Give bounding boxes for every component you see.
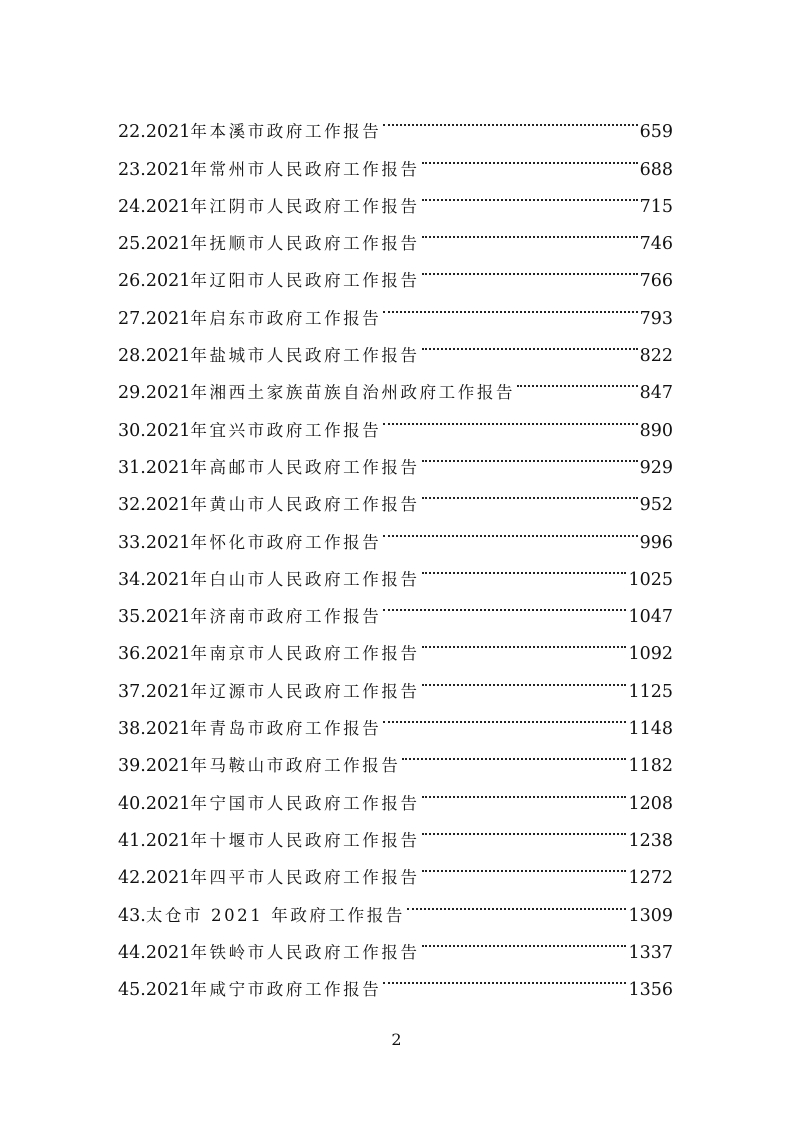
toc-entry-page: 1092 xyxy=(628,644,673,665)
toc-entry-page: 1356 xyxy=(628,980,673,1001)
toc-entry-title: 年常州市人民政府工作报告 xyxy=(190,159,420,179)
toc-entry-page: 746 xyxy=(639,234,673,255)
toc-entry-number: 44.2021 xyxy=(118,942,191,963)
toc-dot-leader xyxy=(517,361,638,398)
toc-entry-title: 年十堰市人民政府工作报告 xyxy=(190,830,420,850)
toc-entry-number: 22.2021 xyxy=(118,122,191,143)
toc-entry-page: 1025 xyxy=(628,569,673,590)
toc-entry-page: 766 xyxy=(639,271,673,292)
toc-dot-leader xyxy=(422,921,627,958)
toc-entry-number: 23.2021 xyxy=(118,159,191,180)
toc-dot-leader xyxy=(422,548,627,585)
toc-entry-title: 年南京市人民政府工作报告 xyxy=(190,644,420,664)
toc-dot-leader xyxy=(402,734,626,771)
toc-entry-page: 996 xyxy=(639,532,673,553)
toc-entry-title: 年江阴市人民政府工作报告 xyxy=(190,196,420,216)
toc-dot-leader xyxy=(383,697,626,734)
toc-dot-leader xyxy=(422,622,627,659)
toc-entry-page: 929 xyxy=(639,457,673,478)
toc-entry-page: 1047 xyxy=(628,607,673,628)
toc-entry-number: 27.2021 xyxy=(118,308,191,329)
toc-dot-leader xyxy=(383,286,637,323)
toc-dot-leader xyxy=(422,771,627,808)
toc-entry-number: 26.2021 xyxy=(118,271,191,292)
toc-dot-leader xyxy=(422,137,638,174)
toc-entry-number: 34.2021 xyxy=(118,569,191,590)
toc-entry-title: 年宜兴市政府工作报告 xyxy=(190,420,382,440)
toc-entry-number: 25.2021 xyxy=(118,234,191,255)
toc-entry[interactable] xyxy=(118,100,673,143)
toc-entry-title: 年四平市人民政府工作报告 xyxy=(190,868,420,888)
toc-entry-title: 年咸宁市政府工作报告 xyxy=(190,980,382,1000)
page-number: 2 xyxy=(391,1030,402,1049)
toc-entry-page: 659 xyxy=(639,122,673,143)
toc-dot-leader xyxy=(383,100,637,137)
toc-entry-title: 年马鞍山市政府工作报告 xyxy=(190,756,401,776)
toc-entry-title: 年济南市政府工作报告 xyxy=(190,607,382,627)
toc-dot-leader xyxy=(383,585,626,622)
toc-entry-title: 年辽源市人民政府工作报告 xyxy=(190,681,420,701)
table-of-contents xyxy=(118,100,673,1001)
toc-entry-title: 年宁国市人民政府工作报告 xyxy=(190,793,420,813)
toc-entry-page: 1148 xyxy=(628,719,673,740)
toc-entry-title: 年本溪市政府工作报告 xyxy=(190,122,382,142)
toc-dot-leader xyxy=(422,212,638,249)
toc-entry-title: 年辽阳市人民政府工作报告 xyxy=(190,271,420,291)
toc-entry-page: 952 xyxy=(639,495,673,516)
toc-entry-title: 年抚顺市人民政府工作报告 xyxy=(190,234,420,254)
toc-entry-title: 年白山市人民政府工作报告 xyxy=(190,569,420,589)
toc-entry-page: 1125 xyxy=(628,681,673,702)
toc-entry-title: 年高邮市人民政府工作报告 xyxy=(190,457,420,477)
toc-dot-leader xyxy=(422,249,638,286)
toc-entry-number: 32.2021 xyxy=(118,495,191,516)
toc-entry-title: 年铁岭市人民政府工作报告 xyxy=(190,942,420,962)
toc-entry-number: 33.2021 xyxy=(118,532,191,553)
toc-dot-leader xyxy=(422,175,638,212)
toc-entry-title: 年湘西土家族苗族自治州政府工作报告 xyxy=(190,383,516,403)
toc-entry-number: 31.2021 xyxy=(118,457,191,478)
toc-entry-page: 890 xyxy=(639,420,673,441)
toc-entry-title: 年盐城市人民政府工作报告 xyxy=(190,346,420,366)
toc-entry-page: 822 xyxy=(639,346,673,367)
toc-entry-page: 1337 xyxy=(628,942,673,963)
toc-entry-number: 43. xyxy=(118,905,146,926)
toc-entry-title: 年青岛市政府工作报告 xyxy=(190,719,382,739)
toc-dot-leader xyxy=(422,846,627,883)
toc-entry-title: 年怀化市政府工作报告 xyxy=(190,532,382,552)
toc-entry-number: 42.2021 xyxy=(118,868,191,889)
toc-entry-page: 1208 xyxy=(628,793,673,814)
toc-dot-leader xyxy=(422,659,627,696)
toc-entry-page: 715 xyxy=(639,196,673,217)
toc-entry-number: 39.2021 xyxy=(118,756,191,777)
toc-dot-leader xyxy=(422,809,627,846)
toc-entry-title: 年黄山市人民政府工作报告 xyxy=(190,495,420,515)
toc-dot-leader xyxy=(383,398,637,435)
toc-entry-number: 28.2021 xyxy=(118,346,191,367)
toc-dot-leader xyxy=(422,473,638,510)
toc-dot-leader xyxy=(407,883,627,920)
toc-entry-page: 688 xyxy=(639,159,673,180)
toc-entry-page: 1272 xyxy=(628,868,673,889)
toc-entry-number: 37.2021 xyxy=(118,681,191,702)
toc-entry-number: 35.2021 xyxy=(118,607,191,628)
toc-entry-number: 24.2021 xyxy=(118,196,191,217)
toc-dot-leader xyxy=(383,958,626,995)
toc-entry-page: 1238 xyxy=(628,830,673,851)
toc-entry-page: 1182 xyxy=(628,756,673,777)
toc-entry-page: 1309 xyxy=(628,905,673,926)
toc-entry-number: 45.2021 xyxy=(118,980,191,1001)
toc-dot-leader xyxy=(383,510,637,547)
toc-entry-title: 年启东市政府工作报告 xyxy=(190,308,382,328)
toc-entry-page: 847 xyxy=(639,383,673,404)
toc-entry-title: 太仓市 2021 年政府工作报告 xyxy=(145,905,405,925)
toc-dot-leader xyxy=(422,436,638,473)
toc-entry-number: 40.2021 xyxy=(118,793,191,814)
toc-entry-page: 793 xyxy=(639,308,673,329)
toc-entry-number: 30.2021 xyxy=(118,420,191,441)
toc-entry-number: 41.2021 xyxy=(118,830,191,851)
toc-entry-number: 38.2021 xyxy=(118,719,191,740)
toc-dot-leader xyxy=(422,324,638,361)
toc-entry-number: 29.2021 xyxy=(118,383,191,404)
toc-entry-number: 36.2021 xyxy=(118,644,191,665)
